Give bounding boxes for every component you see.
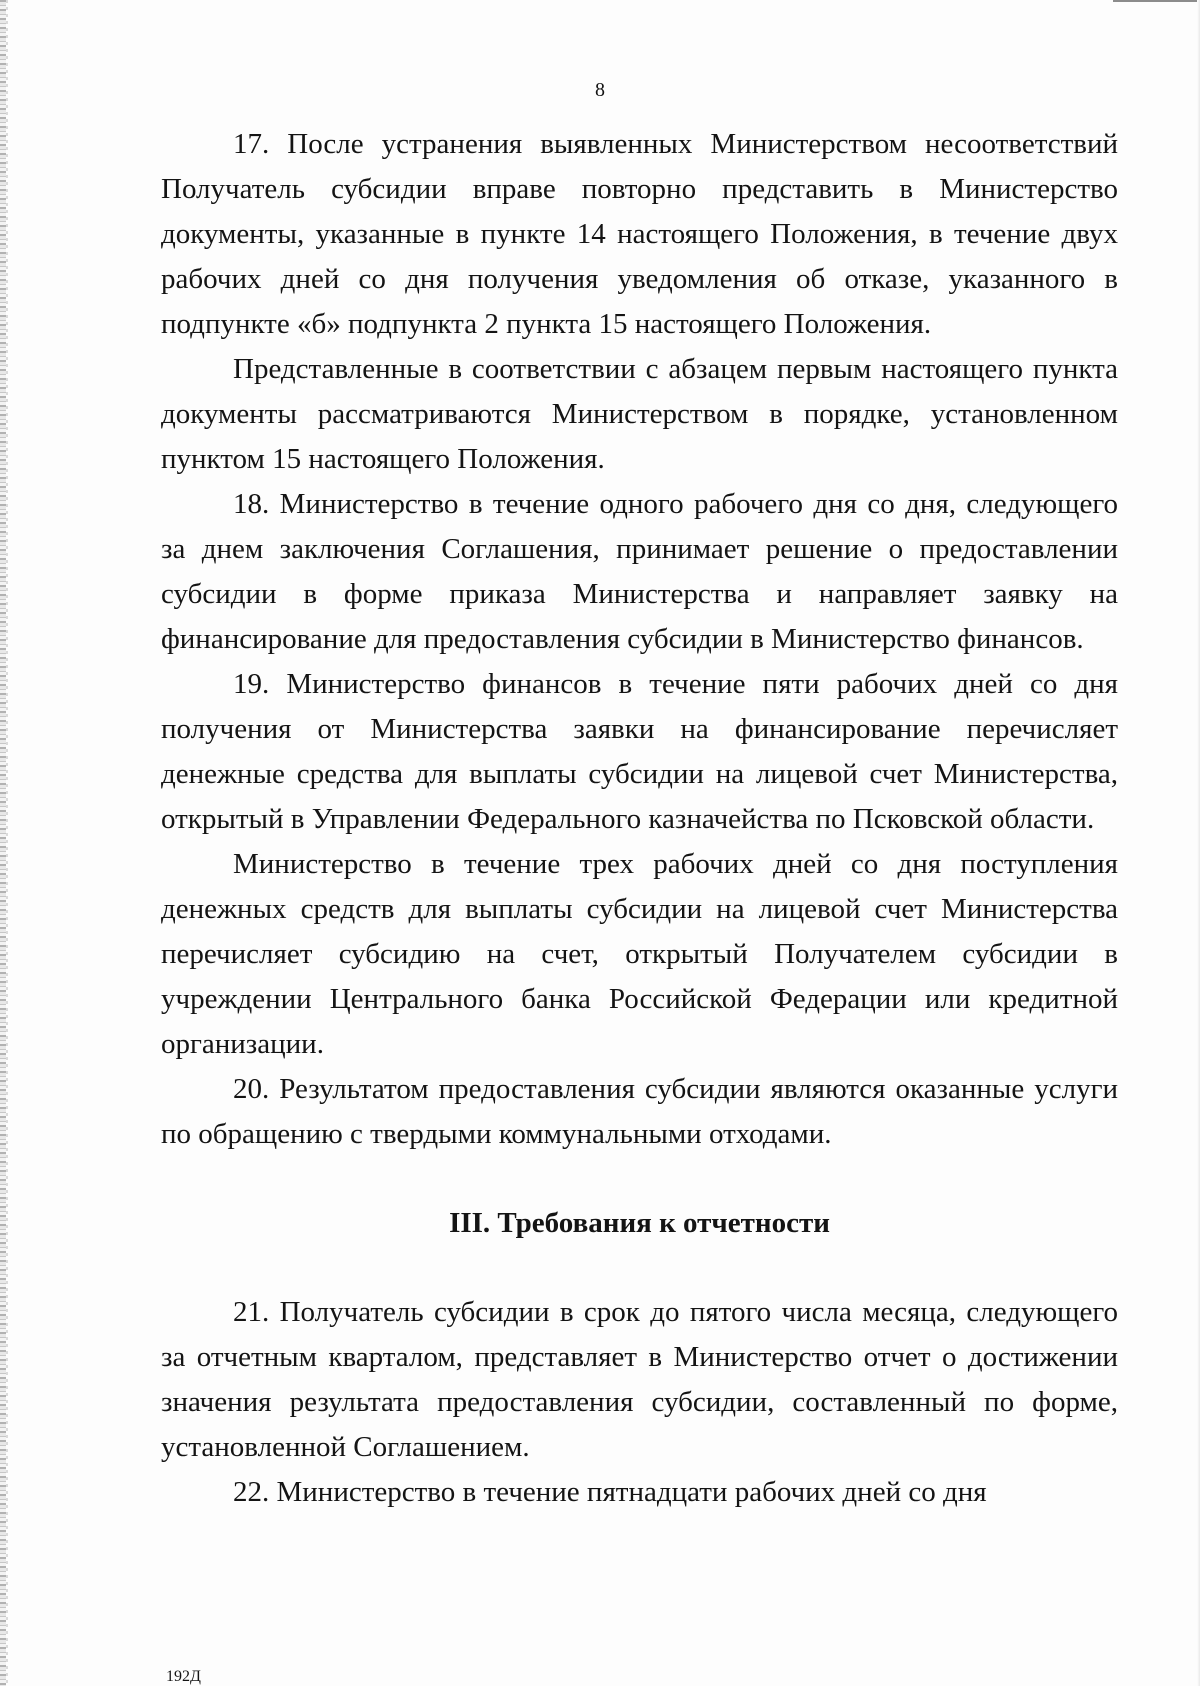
page-number: 8	[595, 79, 605, 101]
paragraph-17-second: Представленные в соответствии с абзацем первым настоящего пункта документы рассматриваются Министерством в порядке, установленном пунктом 15 настоящего Положения.	[161, 353, 1118, 475]
paragraph-17: 17. После устранения выявленных Министерством несоответствий Получатель субсидии вправе повторно представить в Министерство документы, указанные в пункте 14 настоящего Положения, в течение двух рабочих дней со дня получения уведомления об отказе, указанного в подпункте «б» подпункта 2 пункта 15 настоящего Положения.	[161, 128, 1118, 340]
paragraph-18: 18. Министерство в течение одного рабочего дня со дня, следующего за днем заключения Соглашения, принимает решение о предоставлении субсидии в форме приказа Министерства и направляет заявку на финансирование для предоставления субсидии в Министерство финансов.	[161, 488, 1118, 655]
document-body	[161, 122, 1118, 1515]
paragraph-22: 22. Министерство в течение пятнадцати рабочих дней со дня	[233, 1476, 987, 1508]
paragraph-19-second: Министерство в течение трех рабочих дней со дня поступления денежных средств для выплаты субсидии на лицевой счет Министерства перечисляет субсидию на счет, открытый Получателем субсидии в учреждении Центрального банка Российской Федерации или кредитной организации.	[161, 848, 1118, 1060]
scan-edge-top	[1113, 0, 1200, 2]
footer-code: 192Д	[166, 1668, 201, 1685]
scan-edge-left	[0, 0, 6, 1686]
paragraph-20: 20. Результатом предоставления субсидии являются оказанные услуги по обращению с твердыми коммунальными отходами.	[161, 1073, 1118, 1150]
paragraph-21: 21. Получатель субсидии в срок до пятого числа месяца, следующего за отчетным кварталом, представляет в Министерство отчет о достижении значения результата предоставления субсидии, составленный по форме, установленной Соглашением.	[161, 1296, 1118, 1463]
paragraph-19: 19. Министерство финансов в течение пяти рабочих дней со дня получения от Министерства заявки на финансирование перечисляет денежные средства для выплаты субсидии на лицевой счет Министерства, открытый в Управлении Федерального казначейства по Псковской области.	[161, 668, 1118, 835]
section-heading: III. Требования к отчетности	[449, 1207, 830, 1239]
